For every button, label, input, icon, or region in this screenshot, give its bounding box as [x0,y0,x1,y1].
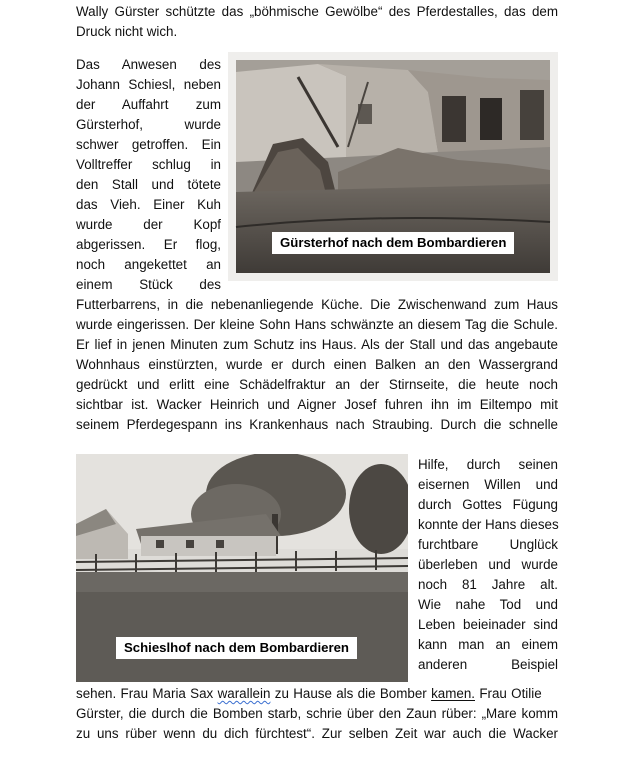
left-line: schwer getroffen. Ein [76,137,221,152]
body-line: wurde eingerissen. Der kleine Sohn Hans schwänzte an diesem Tag die Schule. [76,317,558,332]
left-line: Gürsterhof, wurde [76,117,221,132]
closing-line-1 [76,685,558,703]
right-line: Hilfe, durch seinen [418,457,558,472]
closing-text: zu Hause als die Bomber [270,686,432,701]
left-line: das Vieh. Einer Kuh [76,197,221,212]
body-line: Wohnhaus einstürzten, wurde er durch einen Balken an den Wassergrand [76,357,558,372]
right-line: anderen Beispiel [418,657,558,672]
right-line: noch 81 Jahre alt. [418,577,558,592]
left-line: einem Stück des [76,277,221,292]
body-line: Er lief in jenen Minuten zum Schutz ins Haus. Als der Stall und das angebaute [76,337,558,352]
left-line: abgerissen. Er flog, [76,237,221,252]
closing-text: Frau Otilie [475,686,542,701]
closing-text: sehen. Frau Maria Sax [76,686,218,701]
body-line: sichtbar ist. Wacker Heinrich und Aigner Josef fuhren ihn im Eiltempo mit [76,397,558,412]
intro-line-2: Druck nicht wich. [76,24,178,39]
right-line: kann man an einem [418,637,558,652]
spelling-marked-word: warallein [217,686,271,701]
closing-line-3: zu uns rüber wenn du dich fürchtest“. Zur selben Zeit war auch die Wacker [76,726,558,741]
left-line: Das Anwesen des [76,57,221,72]
right-line: durch Gottes Fügung [418,497,558,512]
guersterhof-photo [228,52,558,281]
guersterhof-caption: Gürsterhof nach dem Bombardieren [272,232,514,254]
left-line: den Stall und tötete [76,177,221,192]
left-line: der Auffahrt zum [76,97,221,112]
body-line: seinem Pferdegespann ins Krankenhaus nach Straubing. Durch die schnelle [76,417,558,432]
right-line: furchtbare Unglück [418,537,558,552]
left-line: noch angekettet an [76,257,221,272]
right-line: überleben und wurde [418,557,558,572]
underlined-word: kamen. [431,686,475,701]
left-line: Johann Schiesl, neben [76,77,221,92]
right-line: konnte der Hans dieses [418,517,559,532]
body-line: gedrückt und erlitt eine Schädelfraktur an der Stirnseite, die heute noch [76,377,558,392]
schieslhof-caption: Schieslhof nach dem Bombardieren [116,637,357,659]
closing-line-2: Gürster, die durch die Bomben starb, schrie über den Zaun rüber: „Mare komm [76,706,558,721]
right-line: Wie nahe Tod und [418,597,558,612]
schieslhof-photo [76,454,408,682]
left-line: Volltreffer schlug in [76,157,221,172]
body-line: Futterbarrens, in die nebenanliegende Küche. Die Zwischenwand zum Haus [76,297,558,312]
right-line: Leben beieinader sind [418,617,558,632]
intro-line-1: Wally Gürster schützte das „böhmische Gewölbe“ des Pferdestalles, das dem [76,4,558,19]
right-line: eisernen Willen und [418,477,558,492]
left-line: wurde der Kopf [76,217,221,232]
